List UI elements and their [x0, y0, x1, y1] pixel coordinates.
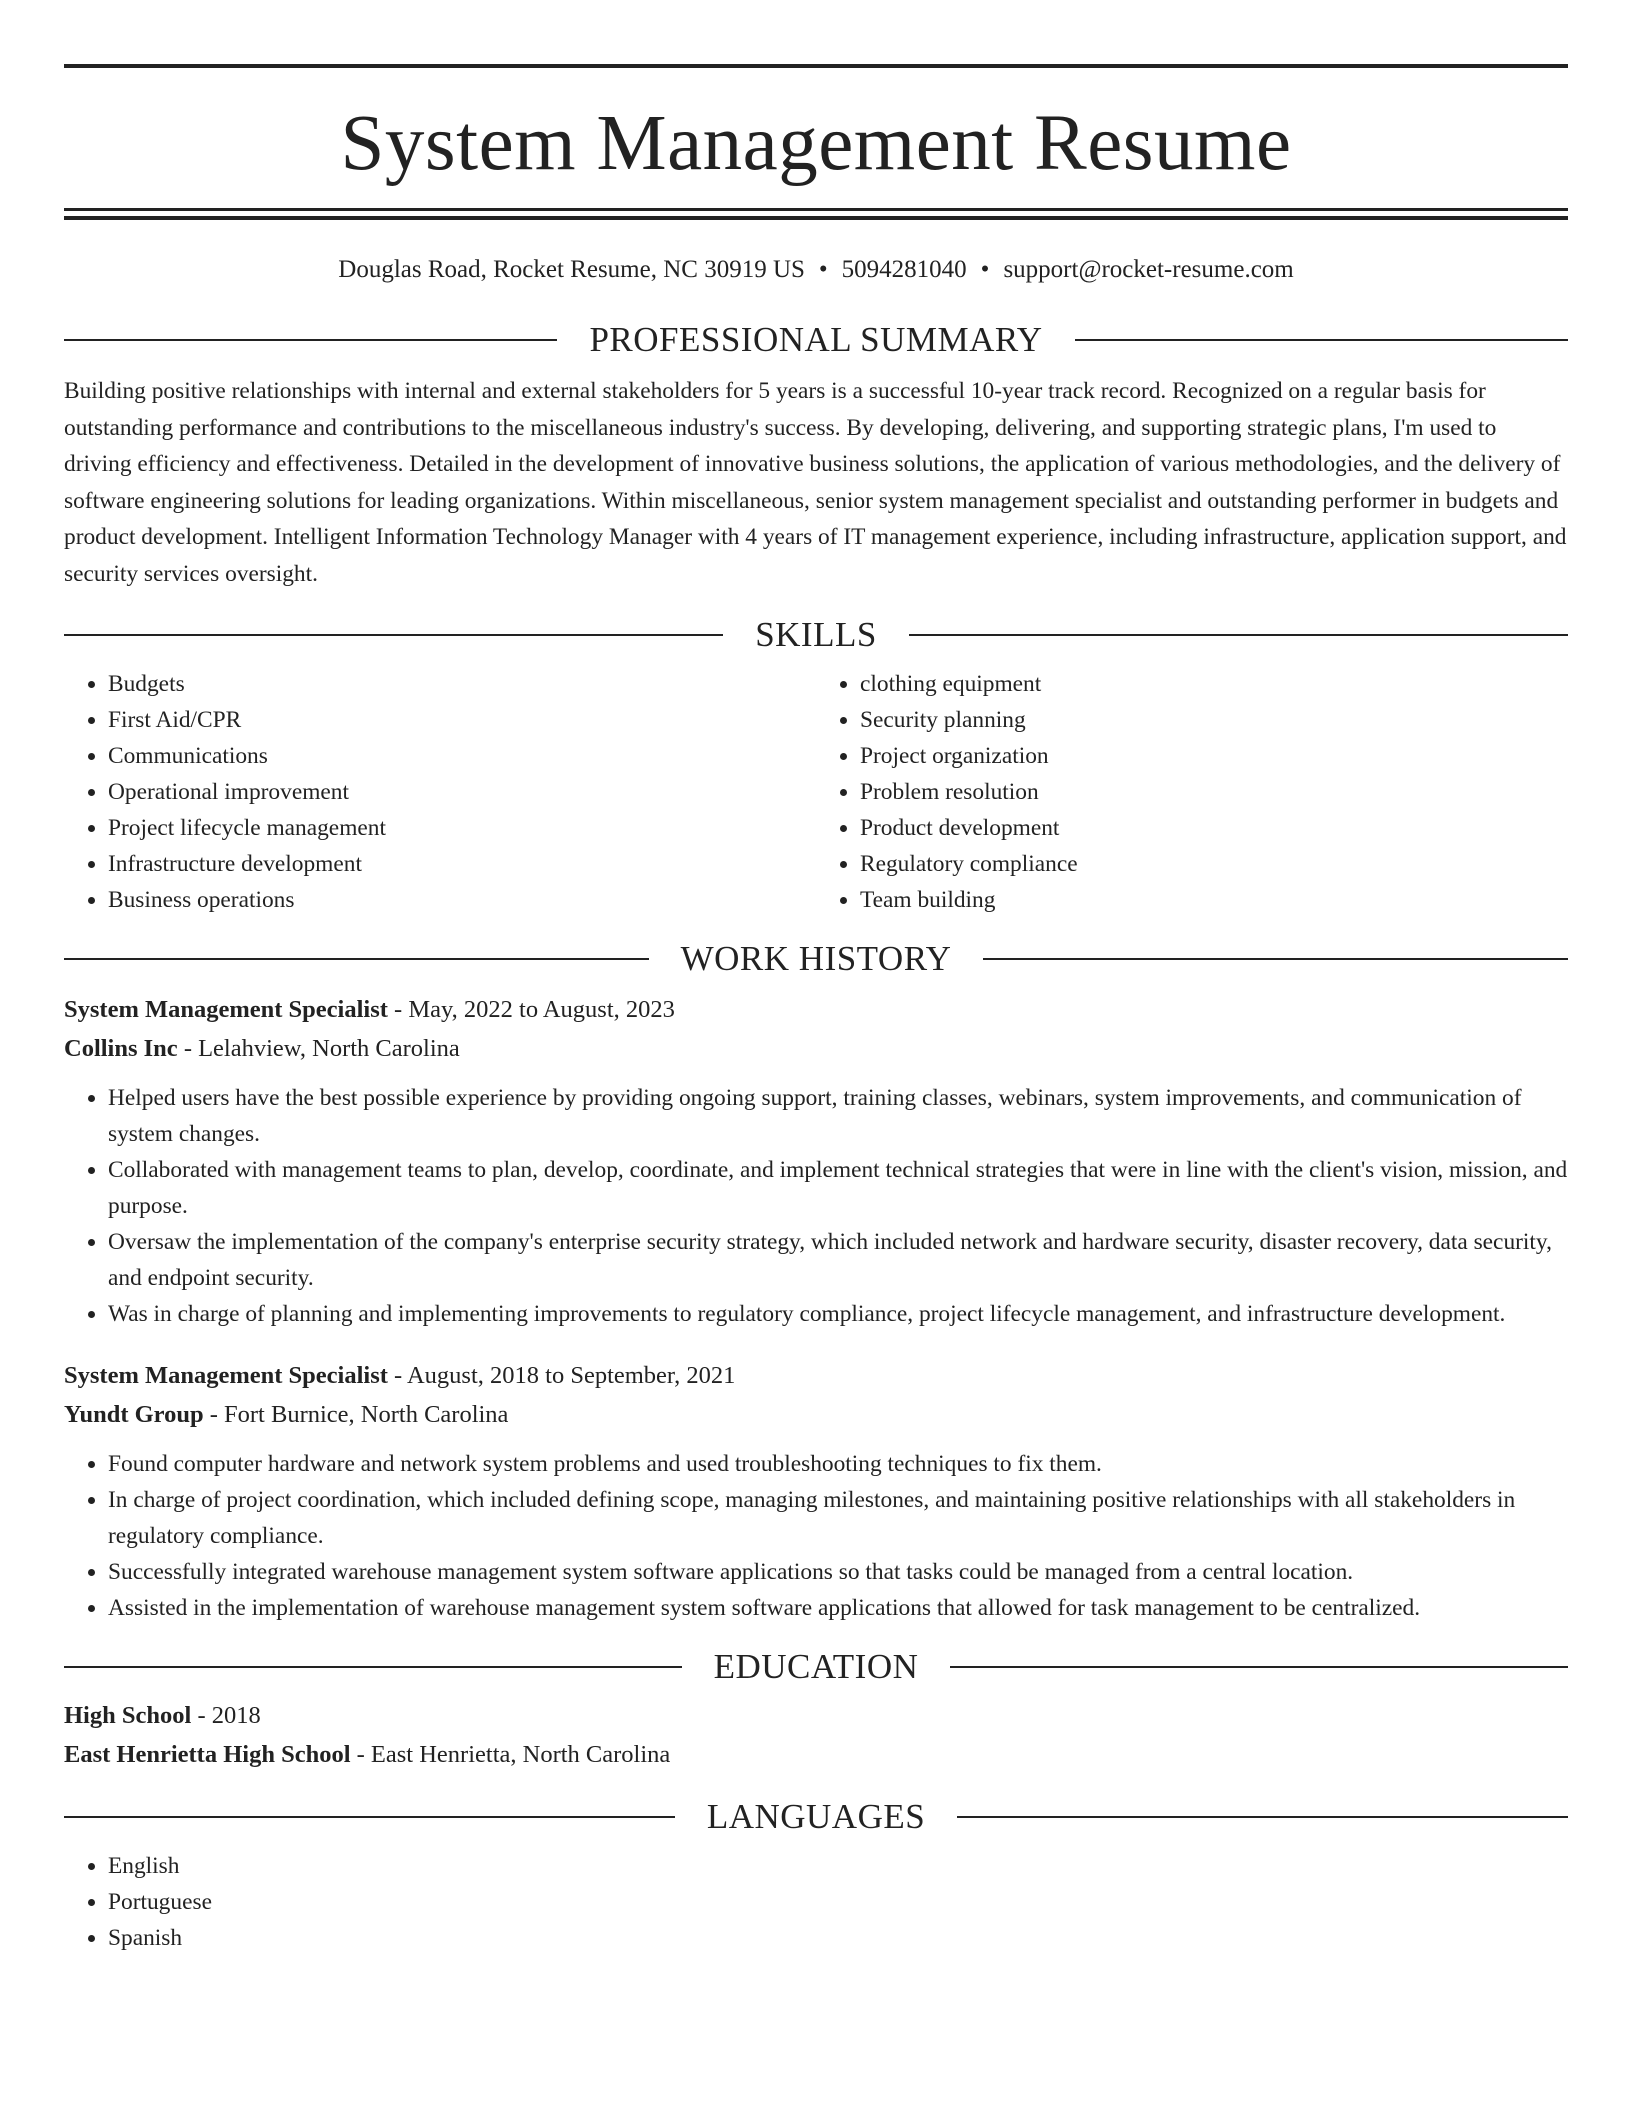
skill-item: • Security planning [860, 702, 1568, 738]
job-title: System Management Specialist [64, 1362, 388, 1389]
job-bullets [64, 1080, 1568, 1332]
section-heading-languages [64, 1796, 1568, 1838]
skill-item: • Project lifecycle management [108, 810, 816, 846]
contact-separator: • [818, 256, 828, 283]
job-company: Yundt Group [64, 1401, 204, 1428]
job-company-line [64, 1029, 1568, 1068]
section-title: WORK HISTORY [680, 939, 952, 978]
section-heading-summary [64, 319, 1568, 361]
skill-item: • Infrastructure development [108, 846, 816, 882]
languages-list [64, 1848, 1568, 1956]
education-school: East Henrietta High School [64, 1741, 351, 1768]
job-company-line [64, 1395, 1568, 1434]
summary-text: Building positive relationships with internal and external stakeholders for 5 years is a successful 10-year track record. Recognized on a regular basis for outstanding performance and contributions to the miscellaneous industry's success. By developing, delivering, and supporting strategic plans, I'm used to driving efficiency and effectiveness. Detailed in the development of innovative business solutions, the application of various methodologies, and the delivery of software engineering solutions for leading organizations. Within miscellaneous, senior system management specialist and outstanding performer in budgets and product development. Intelligent Information Technology Manager with 4 years of IT management experience, including infrastructure, application support, and security services oversight. [64, 378, 1567, 587]
skill-item: • Project organization [860, 738, 1568, 774]
contact-line [64, 255, 1568, 285]
education-year: - 2018 [191, 1702, 261, 1729]
divider [64, 1816, 675, 1818]
section-heading-skills [64, 614, 1568, 656]
job-bullet: • Oversaw the implementation of the company's enterprise security strategy, which included network and hardware security, disaster recovery, data security, and endpoint security. [108, 1224, 1568, 1296]
job-location: - Lelahview, North Carolina [177, 1035, 460, 1062]
title-double-rule [64, 208, 1568, 220]
divider [64, 634, 723, 636]
job-bullet: • Helped users have the best possible experience by providing ongoing support, training classes, webinars, system improvements, and communication of system changes. [108, 1080, 1568, 1152]
job-bullets [64, 1446, 1568, 1626]
skill-item: • Budgets [108, 666, 816, 702]
skill-item: • Business operations [108, 882, 816, 918]
section-title: SKILLS [755, 615, 877, 654]
section-title: LANGUAGES [706, 1797, 926, 1836]
job-title: System Management Specialist [64, 996, 388, 1023]
skills-list-left [64, 666, 816, 918]
job-company: Collins Inc [64, 1035, 178, 1062]
job-entry [64, 1356, 1568, 1626]
job-bullet: • Collaborated with management teams to plan, develop, coordinate, and implement technical strategies that were in line with the client's vision, mission, and purpose. [108, 1152, 1568, 1224]
education-degree: High School [64, 1702, 192, 1729]
job-dates: - May, 2022 to August, 2023 [387, 996, 675, 1023]
language-item: • Spanish [108, 1920, 1568, 1956]
job-title-line [64, 1356, 1568, 1395]
skill-item: • Product development [860, 810, 1568, 846]
section-heading-work [64, 938, 1568, 980]
job-bullet: • Assisted in the implementation of warehouse management system software applications that allowed for task management to be centralized. [108, 1590, 1568, 1626]
skill-item: • First Aid/CPR [108, 702, 816, 738]
skill-item: • Operational improvement [108, 774, 816, 810]
job-bullet: • Was in charge of planning and implementing improvements to regulatory compliance, project lifecycle management, and infrastructure development. [108, 1296, 1568, 1332]
skill-item: • Problem resolution [860, 774, 1568, 810]
divider [909, 634, 1568, 636]
skills-columns [64, 666, 1568, 918]
divider [1075, 339, 1568, 341]
divider [950, 1666, 1568, 1668]
divider [64, 958, 649, 960]
job-entry [64, 990, 1568, 1332]
job-bullet: • Found computer hardware and network system problems and used troubleshooting techniques to fix them. [108, 1446, 1568, 1482]
section-title: EDUCATION [713, 1647, 919, 1686]
resume-title: System Management Resume [340, 100, 1292, 187]
language-item: • Portuguese [108, 1884, 1568, 1920]
divider [983, 958, 1568, 960]
contact-email: support@rocket-resume.com [1003, 256, 1294, 283]
education-school-line [64, 1735, 1568, 1774]
job-bullet: • Successfully integrated warehouse management system software applications so that tasks could be managed from a central location. [108, 1554, 1568, 1590]
education-entry [64, 1696, 1568, 1774]
section-heading-education [64, 1646, 1568, 1688]
education-degree-line [64, 1696, 1568, 1735]
job-dates: - August, 2018 to September, 2021 [387, 1362, 736, 1389]
skill-item: • Regulatory compliance [860, 846, 1568, 882]
education-location: - East Henrietta, North Carolina [350, 1741, 671, 1768]
job-title-line [64, 990, 1568, 1029]
skill-item: • Team building [860, 882, 1568, 918]
job-bullet: • In charge of project coordination, which included defining scope, managing milestones, and maintaining positive relationships with all stakeholders in regulatory compliance. [108, 1482, 1568, 1554]
divider [64, 339, 557, 341]
contact-address: Douglas Road, Rocket Resume, NC 30919 US [338, 256, 805, 283]
divider [64, 1666, 682, 1668]
job-location: - Fort Burnice, North Carolina [203, 1401, 509, 1428]
contact-separator: • [980, 256, 990, 283]
language-item: • English [108, 1848, 1568, 1884]
contact-phone: 5094281040 [841, 256, 967, 283]
divider [957, 1816, 1568, 1818]
top-rule [64, 64, 1568, 68]
skills-list-right [816, 666, 1568, 918]
skill-item: • clothing equipment [860, 666, 1568, 702]
skill-item: • Communications [108, 738, 816, 774]
resume-page [64, 64, 1568, 1956]
section-title: PROFESSIONAL SUMMARY [589, 320, 1043, 359]
